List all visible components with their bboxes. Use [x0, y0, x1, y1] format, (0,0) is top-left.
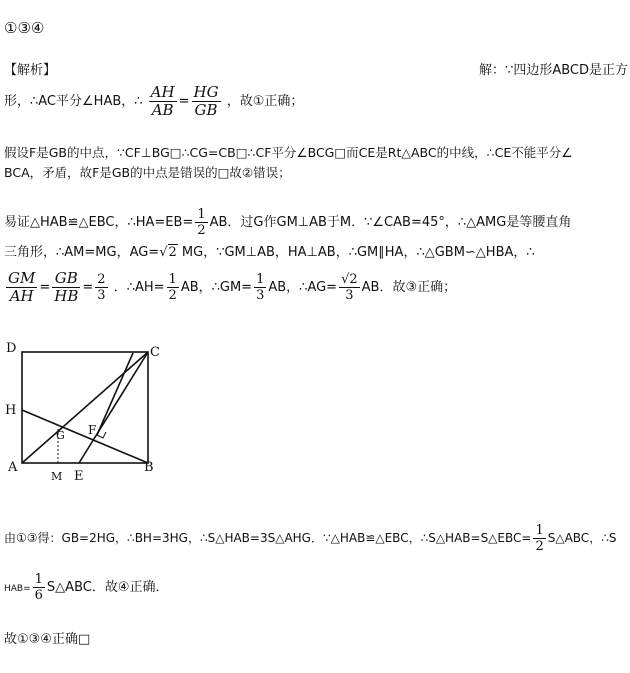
frac-den: AH	[9, 287, 34, 305]
para4-text-c: HAB=	[4, 584, 31, 594]
para4-line2	[4, 572, 169, 603]
para3-text-h: AB．故③正确；	[361, 280, 457, 295]
para3-text-c: 三角形，∴AM=MG，AG=	[4, 245, 160, 260]
segment-ec	[79, 352, 148, 463]
fraction-hg-gb	[192, 84, 221, 119]
para4-line1	[4, 523, 616, 554]
fraction-root2-over-3	[339, 272, 360, 303]
frac-num: 2	[97, 272, 106, 287]
frac-den: 3	[345, 288, 354, 303]
frac-num: 1	[256, 272, 265, 287]
para3-text-a: 易证△HAB≌△EBC，∴HA=EB=	[4, 215, 194, 230]
para3-line1	[4, 207, 571, 238]
fraction-one-half	[533, 523, 545, 554]
frac-den: 3	[256, 288, 265, 303]
frac-den: GB	[194, 101, 218, 119]
para4-text-b: S△ABC，∴S	[547, 531, 617, 545]
solution-start: 解：∵四边形ABCD是正方	[479, 63, 628, 78]
sqrt-radicand: 2	[168, 245, 177, 260]
para2-line1: 假设F是GB的中点，∵CF⊥BG□∴CG=CB□∴CF平分∠BCG□而CE是Rt△ABC的中线，∴CE不能平分∠	[4, 145, 573, 160]
equals: =	[82, 280, 94, 295]
frac-num: 1	[168, 272, 177, 287]
fraction-ah-ab	[149, 84, 177, 119]
para3-text-g: AB，∴AG=	[268, 280, 338, 295]
frac-den: 3	[97, 288, 106, 303]
frac-num: 1	[197, 207, 206, 222]
frac-den: AB	[151, 101, 174, 119]
fraction-gm-ah	[6, 270, 37, 305]
label-d: D	[6, 341, 17, 356]
frac-den: 2	[535, 539, 544, 554]
fraction-two-thirds	[95, 272, 107, 303]
analysis-tag: 【解析】	[4, 63, 57, 78]
fraction-one-half	[195, 207, 207, 238]
segment-cf	[97, 353, 133, 435]
para3-text-d: MG，∵GM⊥AB，HA⊥AB，∴GM∥HA，∴△GBM∽△HBA，∴	[181, 245, 535, 260]
conclusion: 故①③④正确□	[4, 632, 91, 647]
segment-hb	[22, 410, 148, 463]
label-b: B	[144, 460, 154, 475]
para3-line3	[4, 270, 456, 305]
para3-text-b: AB．过G作GM⊥AB于M．∵∠CAB=45°，∴△AMG是等腰直角	[209, 215, 572, 230]
para4-text-d: S△ABC．故④正确．	[46, 580, 169, 595]
para1-text-a: 形，∴AC平分∠HAB，∴	[4, 94, 143, 109]
frac-num: GM	[8, 269, 36, 287]
segment-ac	[22, 352, 148, 463]
label-f: F	[88, 423, 97, 437]
label-g: G	[56, 429, 65, 442]
equals: =	[178, 94, 190, 109]
frac-num: √2	[341, 272, 358, 287]
para3-text-f: AB，∴GM=	[180, 280, 253, 295]
label-c: C	[150, 345, 160, 360]
fraction-one-half	[167, 272, 179, 303]
frac-den: HB	[54, 287, 79, 305]
frac-num: 1	[535, 523, 544, 538]
fraction-gb-hb	[52, 270, 80, 305]
label-m: M	[51, 470, 63, 483]
answer-circled: ①③④	[4, 19, 45, 37]
para3-text-e: ．∴AH=	[113, 280, 165, 295]
frac-num: HG	[193, 83, 219, 101]
label-a: A	[8, 460, 18, 475]
para3-line2	[4, 245, 535, 261]
frac-den: 2	[168, 288, 177, 303]
frac-num: GB	[52, 270, 80, 288]
para1-text-b: ，故①正确；	[226, 94, 304, 109]
para2-line2: BCA，矛盾，故F是GB的中点是错误的□故②错误；	[4, 165, 291, 180]
fraction-one-third	[254, 272, 266, 303]
label-e: E	[74, 469, 84, 484]
frac-den: 6	[34, 588, 43, 603]
frac-num: AH	[150, 83, 175, 101]
square-geometry-figure	[0, 338, 170, 488]
sqrt-two: √2	[159, 245, 177, 260]
frac-num: 1	[34, 572, 43, 587]
fraction-one-sixth	[33, 572, 45, 603]
para1-line	[4, 84, 303, 119]
label-h: H	[5, 403, 17, 418]
frac-den: 2	[197, 223, 206, 238]
equals: =	[39, 280, 51, 295]
para4-text-a: 由①③得：GB=2HG，∴BH=3HG，∴S△HAB=3S△AHG．∵△HAB≌△EBC，∴S△HAB=S△EBC=	[4, 531, 532, 545]
